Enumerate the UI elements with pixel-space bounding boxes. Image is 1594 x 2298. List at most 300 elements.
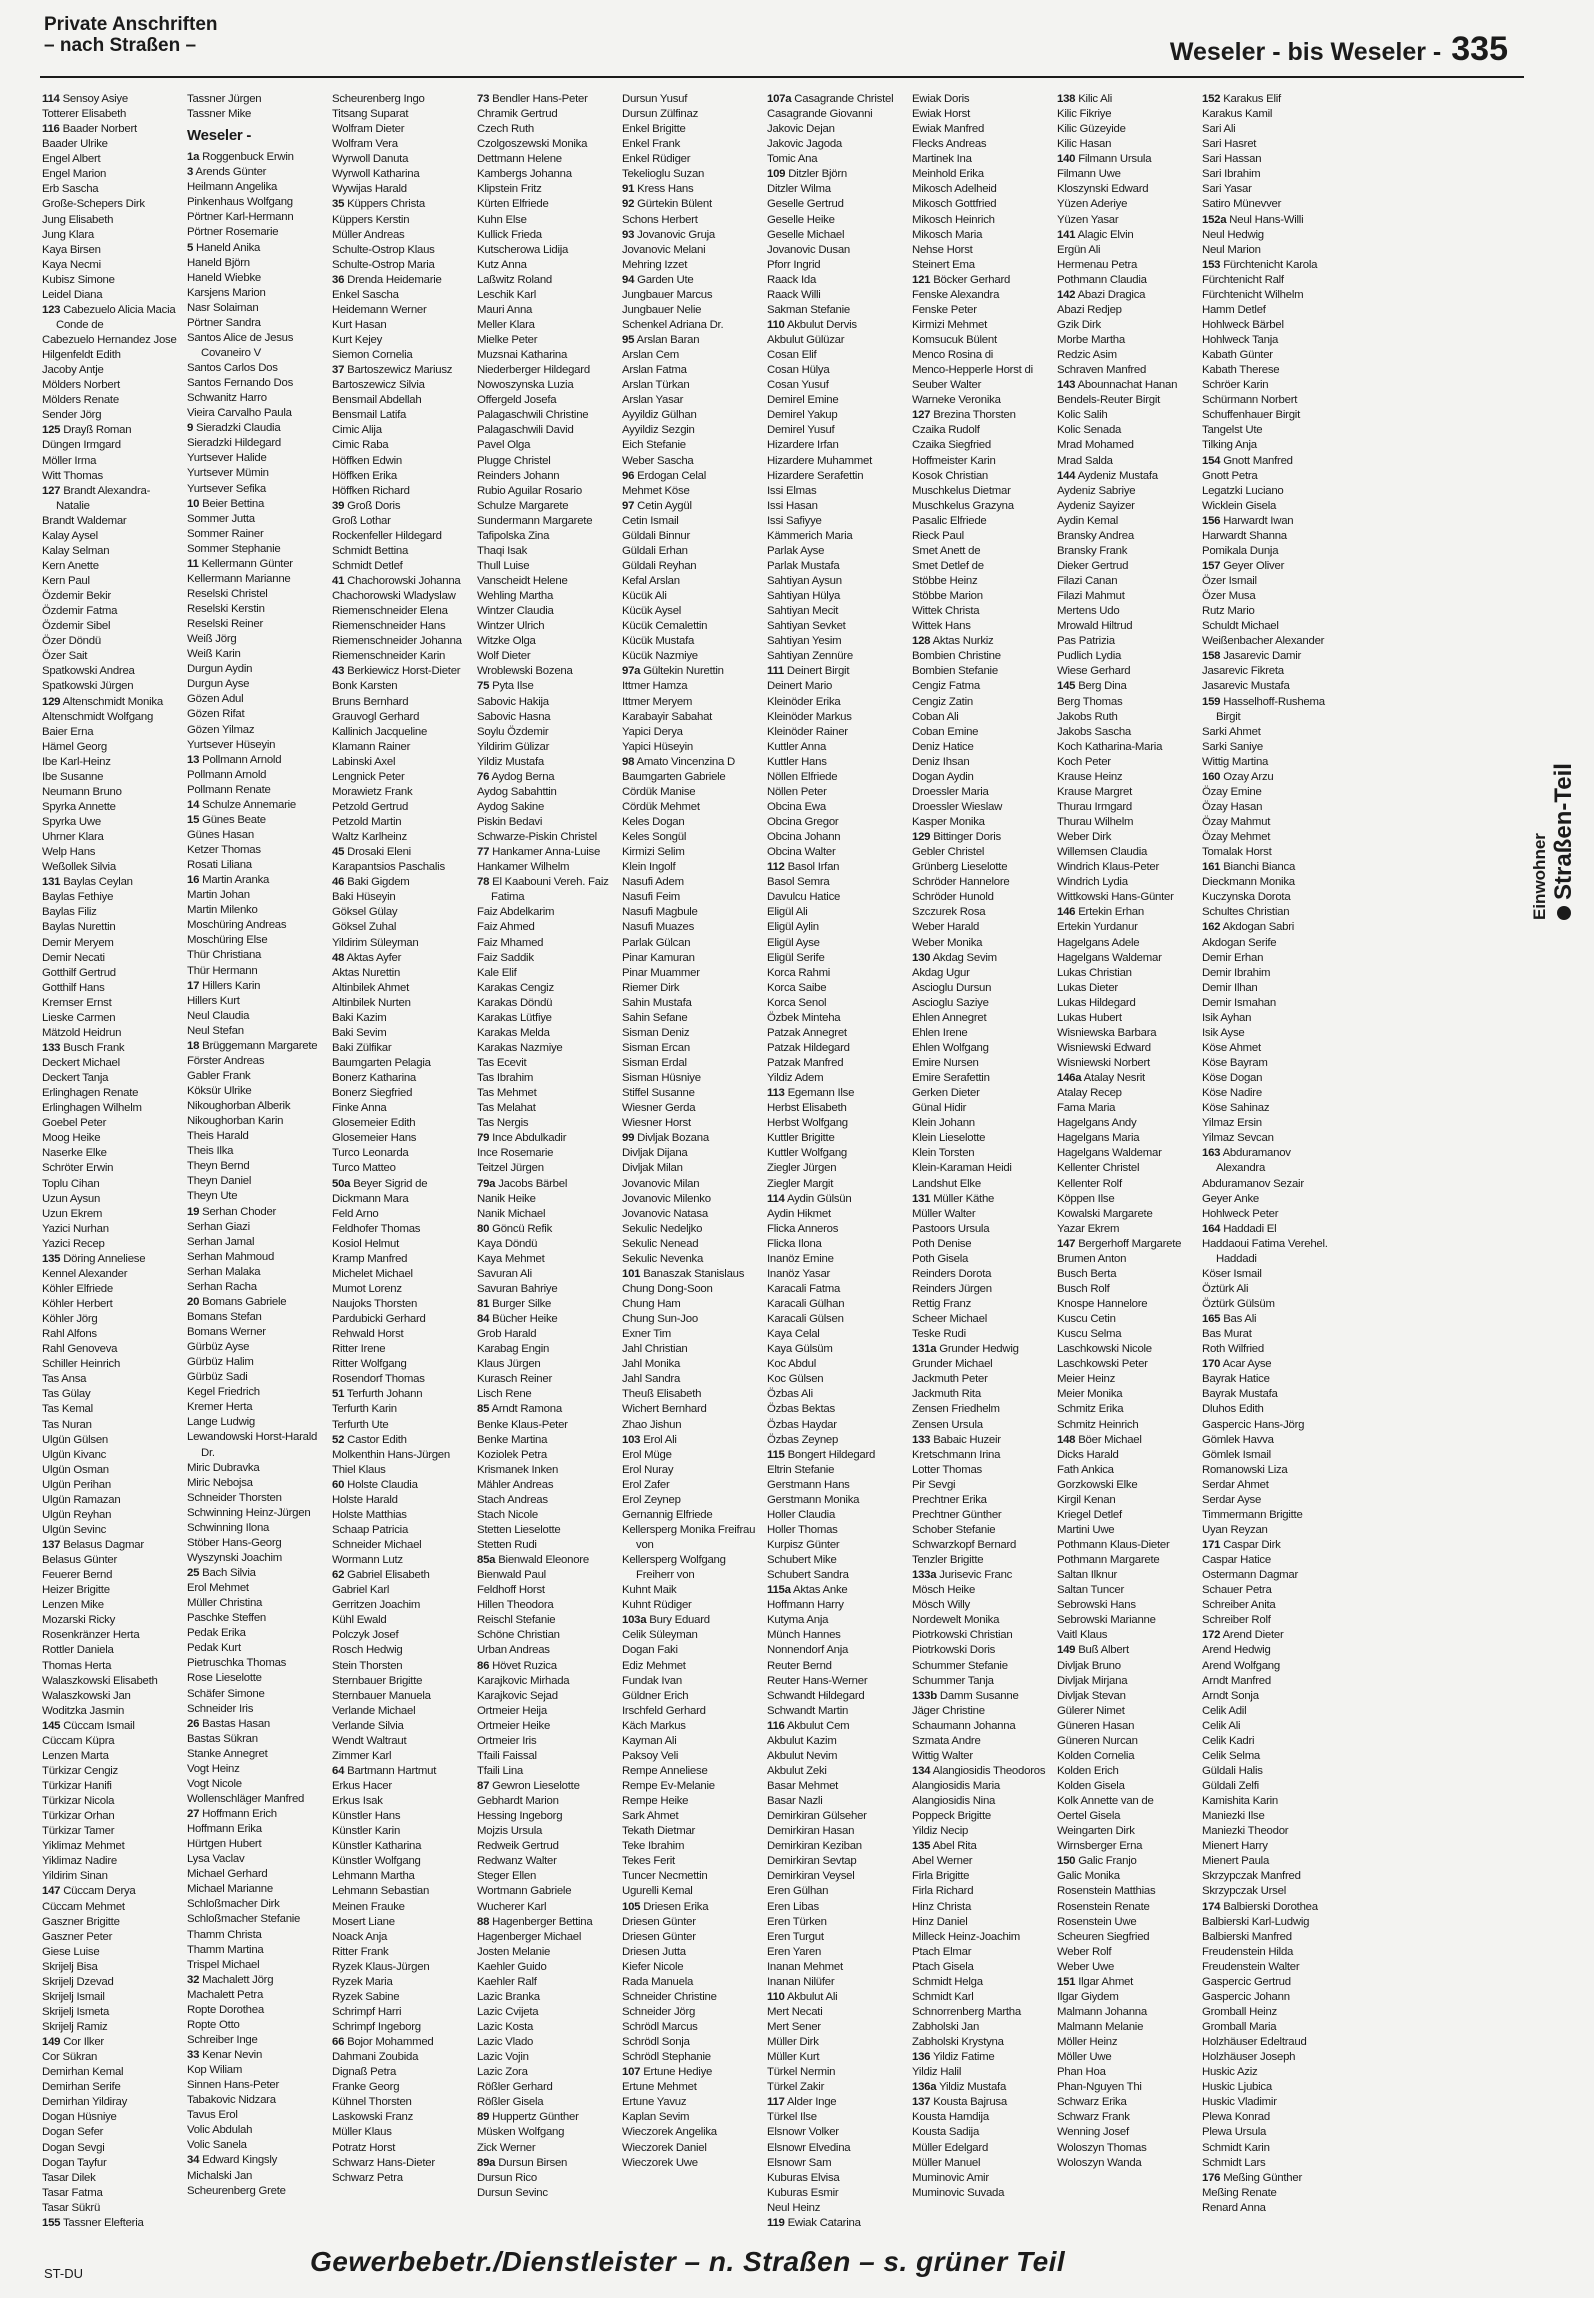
resident-entry xyxy=(332,1237,469,1252)
resident-name: Parlak Gülcan xyxy=(622,936,691,949)
resident-name: Kuscu Selma xyxy=(1057,1328,1122,1341)
resident-entry xyxy=(622,619,759,634)
house-number: 101 xyxy=(622,1267,641,1280)
resident-entry xyxy=(912,1433,1049,1448)
resident-name: Schober Stefanie xyxy=(912,1523,996,1536)
resident-entry xyxy=(622,695,759,710)
resident-entry xyxy=(767,860,904,875)
resident-name: Möller Uwe xyxy=(1057,2051,1112,2064)
resident-name: Schulze Annemarie xyxy=(202,798,296,811)
resident-name: Pinar Muammer xyxy=(622,966,700,979)
resident-name: Kayman Ali xyxy=(622,1734,677,1747)
resident-entry xyxy=(1057,1884,1194,1899)
resident-entry xyxy=(477,1222,614,1237)
resident-entry xyxy=(187,1310,324,1325)
resident-name: Bienwald Paul xyxy=(477,1569,546,1582)
resident-name: Piotrkowski Christian xyxy=(912,1629,1013,1642)
resident-entry xyxy=(622,1071,759,1086)
resident-entry xyxy=(42,664,179,679)
house-number: 148 xyxy=(1057,1433,1076,1446)
resident-name: Geselle Heike xyxy=(767,213,835,226)
resident-entry xyxy=(1057,800,1194,815)
resident-entry xyxy=(477,619,614,634)
resident-entry xyxy=(912,1252,1049,1267)
resident-name: Kremser Ernst xyxy=(42,996,112,1009)
resident-name: Sahtiyan Yesim xyxy=(767,635,842,648)
resident-entry xyxy=(187,1626,324,1641)
resident-name: Scheurenberg Grete xyxy=(187,2184,286,2197)
resident-name: Theyn Ute xyxy=(187,1190,238,1203)
resident-name: Sahin Mustafa xyxy=(622,996,692,1009)
resident-entry xyxy=(1057,936,1194,951)
resident-entry xyxy=(1202,1719,1339,1734)
resident-name: Schrödl Stephanie xyxy=(622,2051,711,2064)
resident-name: Baumgarten Pelagia xyxy=(332,1057,431,1069)
resident-name: Spatkowski Andrea xyxy=(42,665,135,678)
resident-name: Huskic Vladimir xyxy=(1202,2096,1277,2109)
house-number: 96 xyxy=(622,469,635,482)
house-number: 119 xyxy=(767,2216,785,2229)
resident-entry xyxy=(767,559,904,574)
resident-entry xyxy=(1202,197,1339,212)
resident-name: Kirmizi Mehmet xyxy=(912,318,987,331)
resident-entry xyxy=(1057,920,1194,935)
resident-entry xyxy=(477,469,614,484)
resident-entry xyxy=(42,996,179,1011)
resident-name: Patzak Manfred xyxy=(767,1057,844,1069)
resident-entry xyxy=(622,92,759,107)
page-title-line1: Private Anschriften xyxy=(44,14,218,35)
resident-entry xyxy=(767,333,904,348)
resident-entry xyxy=(1057,1327,1194,1342)
resident-entry xyxy=(767,604,904,619)
house-number: 50a xyxy=(332,1177,351,1190)
resident-name: Machalett Jörg xyxy=(202,1973,274,1986)
resident-name: Wittek Christa xyxy=(912,605,980,618)
resident-name: Kuttler Wolfgang xyxy=(767,1147,848,1160)
resident-name: Arslan Yasar xyxy=(622,394,684,407)
house-number: 95 xyxy=(622,334,635,346)
resident-name: Lieske Carmen xyxy=(42,1011,116,1024)
resident-entry xyxy=(42,1177,179,1192)
resident-name: Müller Käthe xyxy=(933,1192,995,1205)
resident-name: Mozarski Ricky xyxy=(42,1614,116,1627)
resident-name: Fath Ankica xyxy=(1057,1463,1114,1476)
resident-entry xyxy=(187,256,324,271)
resident-name: Landshut Elke xyxy=(912,1177,981,1190)
resident-name: Dr. xyxy=(201,1446,215,1459)
resident-entry xyxy=(332,1493,469,1508)
resident-entry xyxy=(477,951,614,966)
resident-entry xyxy=(332,800,469,815)
resident-name: Issi Hasan xyxy=(767,499,818,512)
resident-name: Möller Heinz xyxy=(1057,2036,1118,2049)
resident-entry xyxy=(477,514,614,529)
house-number: 155 xyxy=(42,2216,61,2229)
resident-entry xyxy=(1202,273,1339,288)
resident-entry xyxy=(477,830,614,845)
resident-name: Baki Hüseyin xyxy=(332,891,396,904)
resident-entry xyxy=(622,589,759,604)
resident-name: Yildiz Fatime xyxy=(932,2051,995,2064)
resident-entry xyxy=(767,2110,904,2125)
resident-name: Phan-Nguyen Thi xyxy=(1057,2081,1142,2094)
house-number: 130 xyxy=(912,951,931,964)
resident-entry xyxy=(42,649,179,664)
resident-entry xyxy=(622,1282,759,1297)
resident-entry xyxy=(912,1915,1049,1930)
resident-name: Ozay Arzu xyxy=(1223,770,1274,783)
resident-name: Sisman Erdal xyxy=(622,1057,687,1069)
resident-name: Rottler Daniela xyxy=(42,1644,114,1657)
house-number: 131 xyxy=(42,876,61,889)
resident-name: El Kaabouni Vereh. Faiz xyxy=(492,876,609,889)
resident-entry xyxy=(477,1237,614,1252)
resident-name: Bury Eduard xyxy=(649,1614,710,1627)
resident-name: Lukas Hubert xyxy=(1057,1011,1122,1024)
resident-name: Wintzer Claudia xyxy=(477,605,554,618)
resident-name: Vaitl Klaus xyxy=(1057,1629,1108,1642)
resident-name: Durgun Ayse xyxy=(187,678,250,691)
resident-name: Köse Nadire xyxy=(1202,1087,1262,1100)
resident-entry xyxy=(1057,860,1194,875)
resident-name: Karakas Döndü xyxy=(477,996,553,1009)
resident-entry xyxy=(187,602,324,617)
resident-entry xyxy=(1202,2125,1339,2140)
resident-entry xyxy=(477,454,614,469)
resident-entry xyxy=(187,466,324,481)
resident-name: Schnorrenberg Martha xyxy=(912,2005,1021,2018)
resident-entry xyxy=(767,1809,904,1824)
resident-entry xyxy=(477,1598,614,1613)
resident-name: Mumot Lorenz xyxy=(332,1282,402,1295)
resident-name: Theis Ilka xyxy=(187,1145,234,1158)
resident-name: Küppers Christa xyxy=(347,198,426,211)
resident-entry xyxy=(42,1372,179,1387)
resident-entry xyxy=(42,484,179,499)
house-number: 145 xyxy=(1057,680,1076,693)
resident-name: Mätzold Heidrun xyxy=(42,1026,122,1039)
resident-name: Akbulut Nevim xyxy=(767,1749,838,1762)
house-number: 81 xyxy=(477,1298,490,1310)
resident-entry xyxy=(187,1430,324,1445)
resident-entry xyxy=(332,2141,469,2156)
house-number: 125 xyxy=(42,424,61,437)
resident-entry xyxy=(42,1583,179,1598)
resident-entry xyxy=(332,981,469,996)
resident-name: Soylu Özdemir xyxy=(477,725,549,738)
resident-entry xyxy=(622,1659,759,1674)
resident-entry xyxy=(187,1099,324,1114)
resident-entry xyxy=(1202,1448,1339,1463)
page-title-line2: – nach Straßen – xyxy=(44,35,197,56)
resident-name: Dickmann Mara xyxy=(332,1192,409,1205)
resident-name: Dursun Sevinc xyxy=(477,2186,548,2199)
resident-name: Plewa Konrad xyxy=(1202,2111,1270,2124)
resident-name: Eren Gülhan xyxy=(767,1885,829,1898)
resident-name: Oertel Gisela xyxy=(1057,1810,1121,1823)
resident-entry xyxy=(767,1659,904,1674)
resident-entry xyxy=(767,167,904,182)
resident-name: Özer Musa xyxy=(1202,590,1256,603)
resident-name: Geyer Oliver xyxy=(1223,559,1285,572)
resident-name: Schreiber Inge xyxy=(187,2033,258,2046)
resident-entry xyxy=(1057,1659,1194,1674)
resident-name: Kämmerich Maria xyxy=(767,529,853,542)
resident-name: Kuburas Elvisa xyxy=(767,2171,840,2184)
directory-column xyxy=(912,92,1049,2230)
resident-entry xyxy=(332,1900,469,1915)
resident-name: Münch Hannes xyxy=(767,1629,841,1642)
resident-entry xyxy=(42,1779,179,1794)
resident-name: Drenda Heidemarie xyxy=(347,273,442,286)
resident-name: Kuttler Hans xyxy=(767,755,827,768)
resident-name: Ziegler Jürgen xyxy=(767,1162,837,1175)
resident-name: Tomic Ana xyxy=(767,153,818,166)
resident-name: Arndt Manfred xyxy=(1202,1674,1271,1687)
resident-entry xyxy=(332,137,469,152)
resident-entry xyxy=(1202,1327,1339,1342)
resident-entry xyxy=(42,1538,179,1553)
resident-entry xyxy=(1202,860,1339,875)
resident-entry xyxy=(912,981,1049,996)
resident-entry xyxy=(767,1026,904,1041)
resident-entry xyxy=(1057,1794,1194,1809)
resident-name: Deckert Michael xyxy=(42,1057,120,1069)
resident-entry xyxy=(622,1523,759,1538)
house-number: 85 xyxy=(477,1403,490,1416)
resident-entry xyxy=(477,2035,614,2050)
resident-name: Martini Uwe xyxy=(1057,1523,1115,1536)
resident-entry xyxy=(187,1747,324,1762)
resident-name: Rehwald Horst xyxy=(332,1328,404,1341)
resident-name: Schenkel Adriana Dr. xyxy=(622,318,724,331)
resident-entry xyxy=(622,1704,759,1719)
resident-entry xyxy=(767,1327,904,1342)
resident-name: Gewron Lieselotte xyxy=(492,1780,580,1792)
resident-entry xyxy=(767,890,904,905)
resident-name: Chramik Gertrud xyxy=(477,108,558,121)
resident-entry xyxy=(187,617,324,632)
resident-name: Czolgoszewski Monika xyxy=(477,138,588,151)
resident-name: Herbst Wolfgang xyxy=(767,1117,848,1130)
resident-name: Alangiosidis Maria xyxy=(912,1780,1000,1792)
resident-name: Lazic Vlado xyxy=(477,2036,534,2049)
resident-entry xyxy=(622,1945,759,1960)
resident-name: Sender Jörg xyxy=(42,409,102,422)
resident-entry xyxy=(332,815,469,830)
resident-name: Karajkovic Mirhada xyxy=(477,1674,570,1687)
resident-entry xyxy=(332,1192,469,1207)
resident-name: Erol Zafer xyxy=(622,1478,670,1491)
resident-entry xyxy=(477,318,614,333)
resident-name: Ortmeier Iris xyxy=(477,1734,537,1747)
resident-name: Rempe Ev-Melanie xyxy=(622,1780,715,1792)
resident-name: Poppeck Brigitte xyxy=(912,1810,991,1823)
resident-entry xyxy=(912,393,1049,408)
resident-entry xyxy=(622,393,759,408)
resident-name: Dursun Birsen xyxy=(498,2156,568,2169)
resident-name: Ascioglu Dursun xyxy=(912,981,992,994)
resident-name: Droessler Wieslaw xyxy=(912,800,1003,813)
resident-entry xyxy=(42,2005,179,2020)
resident-name: Hagelgans Maria xyxy=(1057,1132,1140,1145)
resident-entry xyxy=(477,2005,614,2020)
resident-name: Basol Semra xyxy=(767,876,830,889)
resident-entry xyxy=(767,544,904,559)
resident-name: Serhan Choder xyxy=(202,1205,277,1218)
resident-name: Burger Silke xyxy=(492,1298,552,1310)
resident-name: Moog Heike xyxy=(42,1132,101,1145)
resident-name: Heizer Brigitte xyxy=(42,1584,110,1597)
house-number: 143 xyxy=(1057,379,1076,392)
resident-name: Tafipolska Zina xyxy=(477,529,550,542)
house-number: 75 xyxy=(477,680,490,693)
resident-name: Kern Paul xyxy=(42,575,90,587)
resident-name: Willemsen Claudia xyxy=(1057,846,1148,859)
resident-entry xyxy=(1202,1538,1339,1553)
resident-name: Palagaschwili Christine xyxy=(477,409,589,422)
resident-name: Pothmann Margarete xyxy=(1057,1554,1160,1567)
resident-name: Kleinöder Rainer xyxy=(767,725,848,738)
resident-entry xyxy=(187,632,324,647)
resident-entry xyxy=(1202,559,1339,574)
resident-name: Pforr Ingrid xyxy=(767,258,821,271)
resident-entry xyxy=(912,755,1049,770)
resident-name: Woloszyn Thomas xyxy=(1057,2141,1147,2154)
resident-name: Banaszak Stanislaus xyxy=(643,1267,745,1280)
resident-entry xyxy=(332,1884,469,1899)
resident-entry xyxy=(42,514,179,529)
resident-entry xyxy=(1057,2141,1194,2156)
resident-name: Gotthilf Gertrud xyxy=(42,966,116,979)
resident-name: Divljak Bozana xyxy=(637,1132,709,1145)
resident-entry xyxy=(1057,1177,1194,1192)
resident-entry xyxy=(1057,1749,1194,1764)
resident-name: Prechtner Erika xyxy=(912,1493,987,1506)
resident-name: Pörtner Sandra xyxy=(187,316,261,329)
house-number: 116 xyxy=(767,1719,785,1732)
resident-name: Schmitz Heinrich xyxy=(1057,1418,1139,1431)
resident-entry xyxy=(1202,1161,1339,1176)
resident-entry xyxy=(622,1342,759,1357)
resident-entry xyxy=(912,966,1049,981)
resident-entry xyxy=(622,1719,759,1734)
resident-name: Eren Türken xyxy=(767,1915,827,1928)
resident-name: Bayrak Hatice xyxy=(1202,1373,1270,1386)
resident-entry xyxy=(187,979,324,994)
resident-entry xyxy=(912,1267,1049,1282)
resident-name: Nasufi Feim xyxy=(622,891,681,904)
resident-entry xyxy=(187,723,324,738)
resident-name: Tas Melahat xyxy=(477,1102,536,1115)
resident-name: Kambergs Johanna xyxy=(477,168,572,181)
resident-entry xyxy=(477,1357,614,1372)
resident-name: Klein Torsten xyxy=(912,1147,975,1160)
resident-name: Thür Christiana xyxy=(187,949,262,962)
resident-name: Tassner Jürgen xyxy=(187,93,262,105)
resident-name: Sabovic Hasna xyxy=(477,710,551,723)
resident-name: Kamishita Karin xyxy=(1202,1795,1279,1808)
resident-name: Hohlweck Peter xyxy=(1202,1207,1279,1220)
page-header-right xyxy=(1170,30,1508,69)
resident-name: Gerken Dieter xyxy=(912,1087,980,1100)
resident-entry xyxy=(42,1026,179,1041)
resident-name: Saltan Ilknur xyxy=(1057,1569,1118,1582)
resident-entry xyxy=(912,228,1049,243)
resident-entry xyxy=(1202,1704,1339,1719)
resident-name: Müller Kurt xyxy=(767,2051,820,2064)
resident-entry xyxy=(477,2110,614,2125)
resident-entry xyxy=(332,1960,469,1975)
resident-name: Isik Ayse xyxy=(1202,1026,1245,1039)
house-number: 150 xyxy=(1057,1855,1076,1868)
resident-entry xyxy=(622,1975,759,1990)
resident-entry xyxy=(1057,273,1194,288)
resident-entry xyxy=(332,1583,469,1598)
resident-name: Teke Ibrahim xyxy=(622,1840,685,1853)
resident-name: Huskic Aziz xyxy=(1202,2066,1258,2079)
resident-name: Laskowski Franz xyxy=(332,2111,414,2124)
resident-name: Cosan Hülya xyxy=(767,364,830,377)
resident-name: Skrijelj Dzevad xyxy=(42,1975,114,1988)
resident-entry xyxy=(1202,514,1339,529)
resident-name: Skrzypczak Ursel xyxy=(1202,1885,1286,1898)
resident-name: Mrad Mohamed xyxy=(1057,439,1134,452)
resident-entry xyxy=(42,1357,179,1372)
resident-entry xyxy=(187,813,324,828)
resident-entry xyxy=(187,1551,324,1566)
resident-entry xyxy=(1057,951,1194,966)
resident-name: Kennel Alexander xyxy=(42,1267,128,1280)
resident-entry xyxy=(767,649,904,664)
resident-name: Köksür Ulrike xyxy=(187,1085,252,1097)
resident-name: Rettig Franz xyxy=(912,1298,972,1310)
resident-name: Wenning Josef xyxy=(1057,2126,1129,2139)
resident-name: Feld Arno xyxy=(332,1207,379,1220)
resident-name: Celik Ali xyxy=(1202,1719,1241,1732)
resident-name: Flicka Ilona xyxy=(767,1237,822,1250)
resident-name: Dogan Sevgi xyxy=(42,2141,105,2154)
resident-entry xyxy=(1202,800,1339,815)
resident-name: Reinders Jürgen xyxy=(912,1282,992,1295)
house-number: 62 xyxy=(332,1569,345,1582)
resident-entry xyxy=(767,1493,904,1508)
resident-entry xyxy=(622,1508,759,1523)
resident-name: Tilking Anja xyxy=(1202,439,1257,452)
resident-entry xyxy=(42,1237,179,1252)
resident-name: Yurtsever Mümin xyxy=(187,467,269,480)
resident-entry xyxy=(1057,966,1194,981)
resident-name: Divljak Mirjana xyxy=(1057,1674,1128,1687)
resident-name: Kleinöder Markus xyxy=(767,710,852,723)
resident-name: Schrödl Sonja xyxy=(622,2036,690,2049)
resident-name: Eren Yaren xyxy=(767,1945,822,1958)
resident-name: Firla Richard xyxy=(912,1885,974,1898)
resident-name: Bojor Mohammed xyxy=(347,2036,434,2049)
resident-name: Sari Hasret xyxy=(1202,138,1257,151)
resident-entry xyxy=(622,1674,759,1689)
resident-entry xyxy=(622,258,759,273)
resident-name: Weßollek Silvia xyxy=(42,861,116,874)
resident-entry xyxy=(767,1086,904,1101)
resident-entry xyxy=(622,529,759,544)
resident-name: Gaspercic Gertrud xyxy=(1202,1975,1291,1988)
resident-name: Karabag Engin xyxy=(477,1343,550,1356)
resident-name: Pietruschka Thomas xyxy=(187,1657,287,1670)
resident-entry xyxy=(42,469,179,484)
resident-entry xyxy=(767,1824,904,1839)
